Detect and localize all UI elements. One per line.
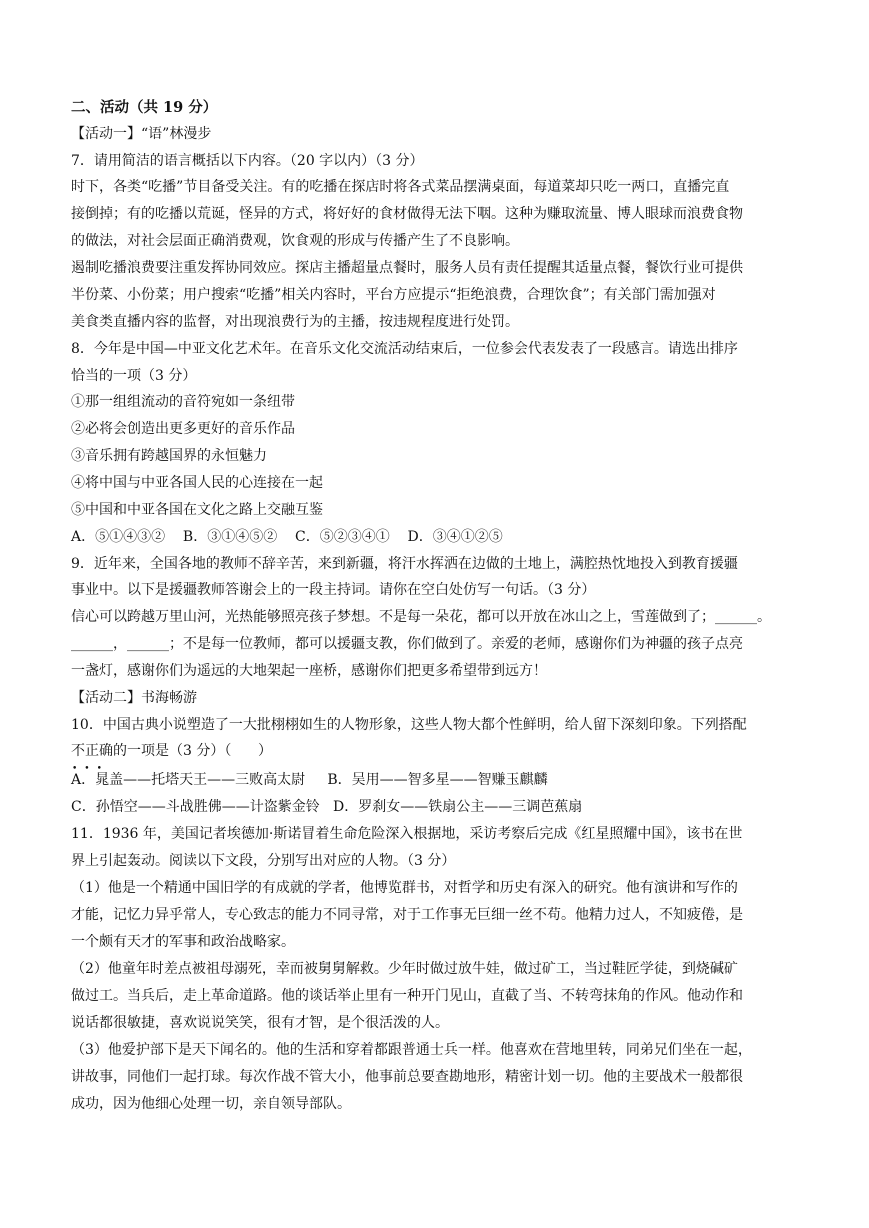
q10-option-line: C．孙悟空——斗战胜佛——计盗紫金铃 D．罗刹女——铁扇公主——三调芭蕉扇 — [71, 799, 583, 815]
q9-text-line: ______，______；不是每一位教师，都可以援疆支教，你们做到了。亲爱的老师，感谢你们为神疆的孩子点亮 — [71, 636, 743, 652]
q7-prompt: 7．请用简洁的语言概括以下内容。（20 字以内）（3 分） — [71, 153, 424, 169]
q9-prompt: 9．近年来，全国各地的教师不辞辛苦，来到新疆，将汗水挥洒在边做的土地上，满腔热忱地投入到教育援疆 — [71, 556, 738, 572]
q7-text-line: 时下，各类“吃播”节目备受关注。有的吃播在探店时将各式菜品摆满桌面，每道菜却只吃一两口，直播完直 — [71, 179, 730, 195]
q8-item: ②必将会创造出更多更好的音乐作品 — [71, 421, 295, 437]
q11-passage-line: 才能，记忆力异乎常人，专心致志的能力不同寻常，对于工作事无巨细一丝不苟。他精力过人，不知疲倦，是 — [71, 907, 743, 923]
q11-passage-line: （2）他童年时差点被祖母溺死，幸而被舅舅解救。少年时做过放牛娃，做过矿工，当过鞋匠学徒，到烧碱矿 — [71, 961, 738, 977]
q11-passage-line: 成功，因为他细心处理一切，亲自领导部队。 — [71, 1096, 351, 1112]
q8-item: ⑤中国和中亚各国在文化之路上交融互鉴 — [71, 502, 323, 518]
activity1-title: 【活动一】“语”林漫步 — [71, 126, 212, 142]
q11-passage-line: 说话都很敏捷，喜欢说说笑笑，很有才智，是个很活泼的人。 — [71, 1015, 449, 1031]
q9-text-line: 信心可以跨越万里山河，光热能够照亮孩子梦想。不是每一朵花，都可以开放在冰山之上，雪莲做到了；______。 — [71, 609, 771, 625]
q9-text-line: 一盏灯，感谢你们为遥远的大地架起一座桥，感谢你们把更多希望带到远方！ — [71, 663, 547, 679]
q8-prompt: 8．今年是中国—中亚文化艺术年。在音乐文化交流活动结束后，一位参会代表发表了一段感言。请选出排序 — [71, 341, 738, 357]
q11-passage-line: （1）他是一个精通中国旧学的有成就的学者，他博览群书，对哲学和历史有深入的研究。他有演讲和写作的 — [71, 880, 738, 896]
q8-item: ④将中国与中亚各国人民的心连接在一起 — [71, 475, 323, 491]
q7-text-line: 接倒掉；有的吃播以荒诞，怪异的方式，将好好的食材做得无法下咽。这种为赚取流量、博人眼球而浪费食物 — [71, 206, 743, 222]
q11-prompt: 界上引起轰动。阅读以下文段，分别写出对应的人物。（3 分） — [71, 853, 456, 869]
q10-prompt: 不正确的一项是（3 分）（ ） — [71, 743, 273, 759]
q7-text-line: 美食类直播内容的监督，对出现浪费行为的主播，按违规程度进行处罚。 — [71, 314, 519, 330]
q10-option-line: A．晁盖——托塔天王——三败高太尉 B．吴用——智多星——智赚玉麒麟 — [71, 772, 548, 788]
q7-text-line: 遏制吃播浪费要注重发挥协同效应。探店主播超量点餐时，服务人员有责任提醒其适量点餐，餐饮行业可提供 — [71, 260, 743, 276]
q11-passage-line: 一个颇有天才的军事和政治战略家。 — [71, 934, 295, 950]
q11-passage-line: （3）他爱护部下是天下闻名的。他的生活和穿着都跟普通士兵一样。他喜欢在营地里转，同弟兄们坐在一起， — [71, 1042, 752, 1058]
q11-passage-line: 讲故事，同他们一起打球。每次作战不管大小，他事前总要查勘地形，精密计划一切。他的主要战术一般都很 — [71, 1069, 743, 1085]
q7-text-line: 半份菜、小份菜；用户搜索“吃播”相关内容时，平台方应提示“拒绝浪费，合理饮食”；有关部门需加强对 — [71, 287, 716, 303]
q11-prompt: 11．1936 年，美国记者埃德加·斯诺冒着生命危险深入根据地，采访考察后完成《红星照耀中国》，该书在世 — [71, 826, 743, 842]
emphasis-dots: ••• — [72, 764, 109, 774]
q8-item: ①那一组组流动的音符宛如一条纽带 — [71, 394, 295, 410]
q8-options: A．⑤①④③② B．③①④⑤② C．⑤②③④① D．③④①②⑤ — [71, 529, 503, 545]
activity2-title: 【活动二】书海畅游 — [71, 690, 197, 706]
q10-prompt: 10．中国古典小说塑造了一大批栩栩如生的人物形象，这些人物大都个性鲜明，给人留下深刻印象。下列搭配 — [71, 717, 747, 733]
q8-prompt: 恰当的一项（3 分） — [71, 368, 197, 384]
section-title: 二、活动（共 19 分） — [71, 99, 218, 116]
q9-prompt: 事业中。以下是援疆教师答谢会上的一段主持词。请你在空白处仿写一句话。（3 分） — [71, 582, 596, 598]
q8-item: ③音乐拥有跨越国界的永恒魅力 — [71, 448, 267, 464]
q7-text-line: 的做法，对社会层面正确消费观，饮食观的形成与传播产生了不良影响。 — [71, 233, 519, 249]
q11-passage-line: 做过工。当兵后，走上革命道路。他的谈话举止里有一种开门见山，直截了当、不转弯抹角的作风。他动作和 — [71, 988, 743, 1004]
